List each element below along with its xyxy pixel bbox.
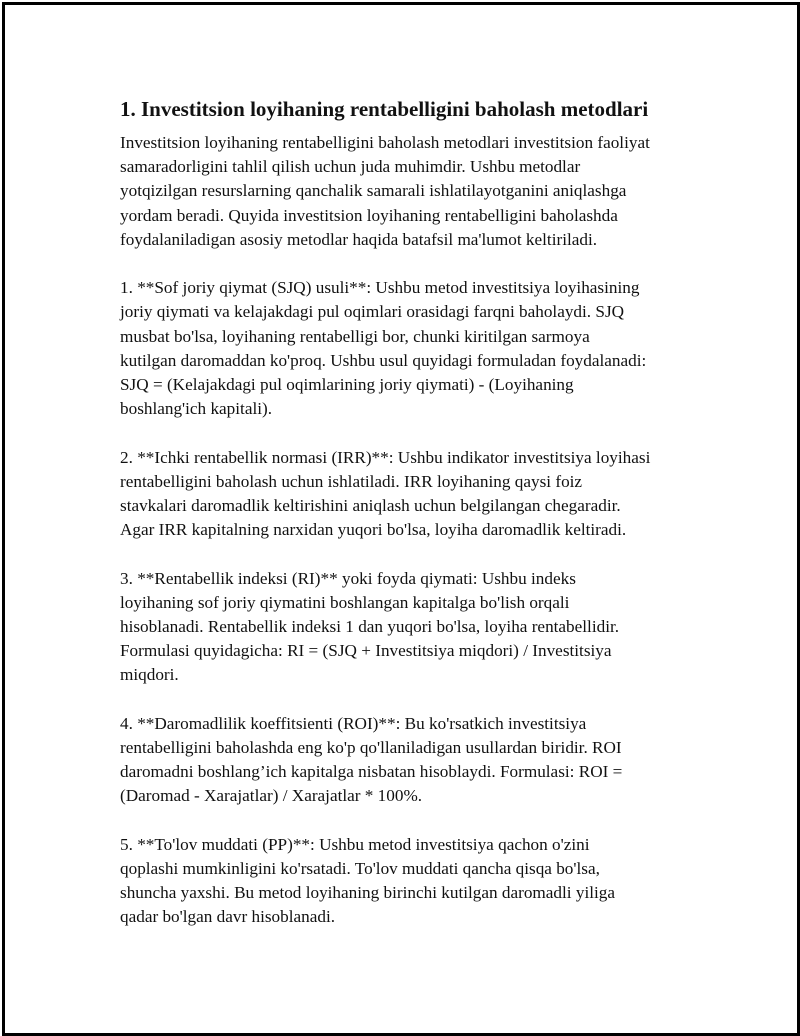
text-line: kutilgan daromaddan ko'proq. Ushbu usul quyidagi formuladan foydalanadi: <box>120 350 647 370</box>
method-roi-paragraph <box>120 712 700 809</box>
text-line: samaradorligini tahlil qilish uchun juda muhimdir. Ushbu metodlar <box>120 157 581 177</box>
text-line: stavkalari daromadlik keltirishini aniqlash uchun belgilangan chegaradir. <box>120 496 621 516</box>
text-line: 1. **Sof joriy qiymat (SJQ) usuli**: Ushbu metod investitsiya loyihasining <box>120 278 640 298</box>
document-body <box>120 95 700 930</box>
text-line: 2. **Ichki rentabellik normasi (IRR)**: Ushbu indikator investitsiya loyihasi <box>120 447 651 467</box>
method-irr-paragraph <box>120 446 700 543</box>
text-line: Investitsion loyihaning rentabelligini baholash metodlari investitsion faoliyat <box>120 133 650 152</box>
text-line: joriy qiymati va kelajakdagi pul oqimlari orasidagi farqni baholaydi. SJQ <box>120 302 625 322</box>
text-line: 5. **To'lov muddati (PP)**: Ushbu metod investitsiya qachon o'zini <box>120 834 590 854</box>
text-line: qadar bo'lgan davr hisoblanadi. <box>120 907 336 927</box>
page-frame <box>2 2 800 1036</box>
text-line: boshlang'ich kapitali). <box>120 399 273 419</box>
text-line: rentabelligini baholash uchun ishlatiladi. IRR loyihaning qaysi foiz <box>120 471 583 491</box>
intro-paragraph <box>120 131 700 252</box>
text-line: loyihaning sof joriy qiymatini boshlangan kapitalga bo'lish orqali <box>120 592 570 612</box>
text-line: hisoblanadi. Rentabellik indeksi 1 dan yuqori bo'lsa, loyiha rentabellidir. <box>120 617 620 637</box>
text-line: qoplashi mumkinligini ko'rsatadi. To'lov muddati qancha qisqa bo'lsa, <box>120 859 600 879</box>
section-heading: 1. Investitsion loyihaning rentabelligini baholash metodlari <box>120 97 649 121</box>
text-line: SJQ = (Kelajakdagi pul oqimlarining joriy qiymati) - (Loyihaning <box>120 375 574 395</box>
method-sjq-paragraph <box>120 276 700 421</box>
text-line: rentabelligini baholashda eng ko'p qo'llaniladigan usullardan biridir. ROI <box>120 738 622 758</box>
text-line: 4. **Daromadlilik koeffitsienti (ROI)**: Bu ko'rsatkich investitsiya <box>120 713 587 733</box>
text-line: miqdori. <box>120 665 179 685</box>
text-line: foydalaniladigan asosiy metodlar haqida batafsil ma'lumot keltiriladi. <box>120 229 598 249</box>
text-line: shuncha yaxshi. Bu metod loyihaning birinchi kutilgan daromadli yiliga <box>120 883 616 903</box>
method-ri-paragraph <box>120 567 700 688</box>
text-line: Formulasi quyidagicha: RI = (SJQ + Investitsiya miqdori) / Investitsiya <box>120 641 612 661</box>
text-line: yotqizilgan resurslarning qanchalik samarali ishlatilayotganini aniqlashga <box>120 181 627 201</box>
text-line: Agar IRR kapitalning narxidan yuqori bo'lsa, loyiha daromadlik keltiradi. <box>120 520 627 540</box>
text-line: yordam beradi. Quyida investitsion loyihaning rentabelligini baholashda <box>120 205 618 225</box>
text-line: (Daromad - Xarajatlar) / Xarajatlar * 100%. <box>120 786 423 806</box>
text-line: musbat bo'lsa, loyihaning rentabelligi bor, chunki kiritilgan sarmoya <box>120 326 590 346</box>
text-line: 3. **Rentabellik indeksi (RI)** yoki foyda qiymati: Ushbu indeks <box>120 568 576 588</box>
text-line: daromadni boshlang’ich kapitalga nisbatan hisoblaydi. Formulasi: ROI = <box>120 762 623 782</box>
method-pp-paragraph <box>120 833 700 930</box>
